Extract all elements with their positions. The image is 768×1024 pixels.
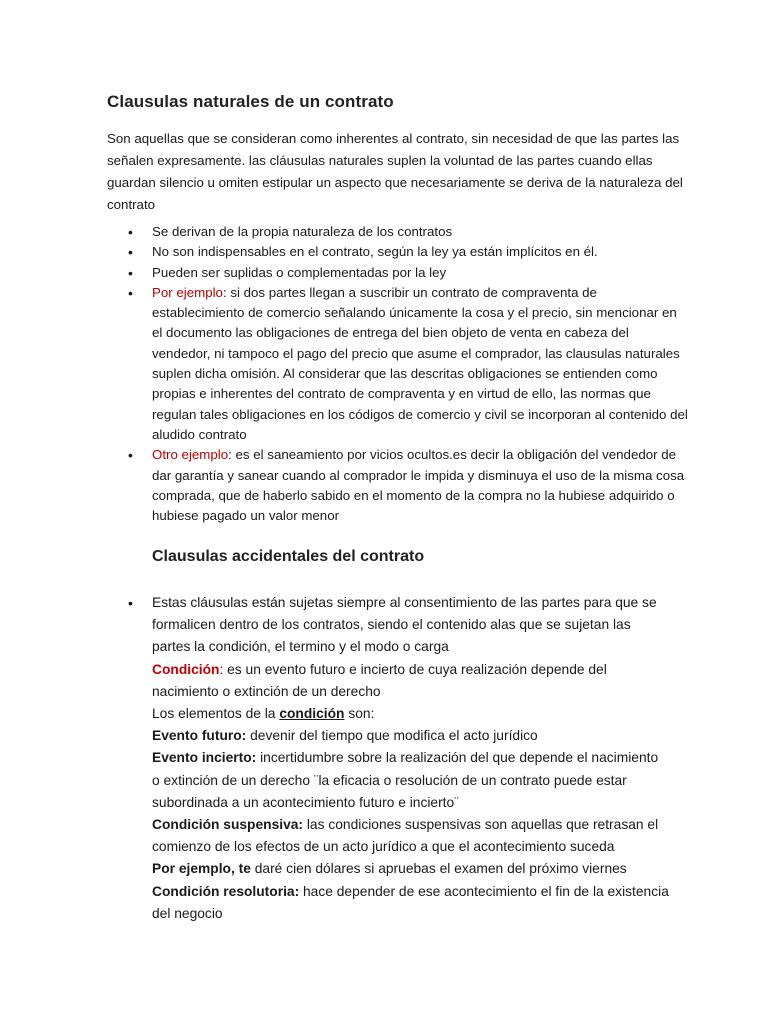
intro-line: señalen expresamente. las cláusulas naturales suplen la voluntad de las partes cuando ellas bbox=[107, 153, 653, 168]
list-item bbox=[0, 242, 768, 262]
list-item-text: dar garantía y sanear cuando al comprador le impida y disminuya el uso de la misma cosa bbox=[152, 467, 685, 483]
bullet-icon: • bbox=[128, 447, 133, 464]
ejemplo-line bbox=[152, 858, 672, 880]
body-line: del negocio bbox=[152, 905, 223, 921]
body-text: incertidumbre sobre la realización del que depende el nacimiento bbox=[256, 750, 659, 766]
bullet-icon: • bbox=[128, 224, 133, 240]
list-item-text: : es el saneamiento por vicios ocultos.es decir la obligación del vendedor de bbox=[228, 447, 677, 463]
list-item bbox=[0, 263, 768, 283]
list-item-text: regulan tales obligaciones en los códigos de comercio y civil se incorporan al contenido del bbox=[152, 406, 688, 422]
condicion-underlined: condición bbox=[279, 706, 345, 722]
list-item bbox=[0, 222, 768, 242]
body-line: o extinción de un derecho ¨la eficacia o resolución de un contrato puede estar bbox=[152, 772, 627, 788]
heading-clausulas-accidentales: Clausulas accidentales del contrato bbox=[152, 548, 425, 565]
list-item-text: aludido contrato bbox=[152, 426, 247, 442]
body-text: : es un evento futuro e incierto de cuya realización depende del bbox=[219, 661, 607, 677]
body-line: subordinada a un acontecimiento futuro e incierto¨ bbox=[152, 794, 459, 810]
body-text: son: bbox=[344, 706, 375, 722]
condicion-label: Condición bbox=[152, 661, 220, 677]
list-item-text: No son indispensables en el contrato, según la ley ya están implícitos en él. bbox=[152, 244, 598, 260]
bullet-icon: • bbox=[128, 264, 133, 281]
example-label: Por ejemplo bbox=[152, 284, 223, 300]
bullet-icon: • bbox=[128, 284, 133, 301]
condicion-line bbox=[152, 659, 672, 681]
list-item-first-line bbox=[152, 283, 768, 303]
example-label: Otro ejemplo bbox=[152, 447, 229, 463]
intro-line: Son aquellas que se consideran como inherentes al contrato, sin necesidad de que las partes las bbox=[107, 131, 680, 146]
list-item-text: vendedor, ni tampoco el pago del precio que asume el comprador, las clausulas naturales bbox=[152, 345, 680, 361]
list-item bbox=[0, 445, 768, 526]
bullet-icon: • bbox=[128, 595, 133, 611]
intro-line: contrato bbox=[107, 197, 156, 212]
heading-clausulas-naturales: Clausulas naturales de un contrato bbox=[107, 92, 394, 111]
body-line: nacimiento o extinción de un derecho bbox=[152, 683, 381, 699]
body-text: daré cien dólares si apruebas el examen del próximo viernes bbox=[250, 861, 627, 877]
suspensiva-line bbox=[152, 814, 672, 836]
body-text: Los elementos de la bbox=[152, 706, 280, 722]
list-item-text: el documento las obligaciones de entrega del bien objeto de venta en cabeza del bbox=[152, 325, 629, 341]
term-label: Evento incierto: bbox=[152, 750, 257, 766]
term-label: Condición resolutoria: bbox=[152, 883, 300, 899]
intro-line: guardan silencio u omiten estipular un aspecto que necesariamente se deriva de la naturaleza del bbox=[107, 175, 683, 190]
term-label: Por ejemplo, te bbox=[152, 861, 251, 877]
list-item-text: establecimiento de comercio señalando únicamente la cosa y el precio, sin mencionar en bbox=[152, 305, 677, 321]
body-line: formalicen dentro de los contratos, siendo el contenido alas que se sujetan las bbox=[152, 617, 631, 633]
body-text: devenir del tiempo que modifica el acto jurídico bbox=[246, 728, 538, 744]
list-item bbox=[0, 283, 768, 445]
list-item-text: comprada, que de haberlo sabido en el momento de la compra no la hubiese adquirido o bbox=[152, 487, 675, 503]
evento-incierto-line bbox=[152, 747, 672, 769]
term-label: Condición suspensiva: bbox=[152, 817, 304, 833]
list-item-text: hubiese pagado un valor menor bbox=[152, 508, 340, 524]
body-text: hace depender de ese acontecimiento el fin de la existencia bbox=[299, 883, 669, 899]
body-line: partes la condición, el termino y el modo o carga bbox=[152, 639, 449, 655]
bullet-list-naturales bbox=[0, 222, 768, 526]
body-text: las condiciones suspensivas son aquellas que retrasan el bbox=[303, 817, 659, 833]
list-item-text: : si dos partes llegan a suscribir un contrato de compraventa de bbox=[222, 284, 597, 300]
resolutoria-line bbox=[152, 881, 672, 903]
body-line: Estas cláusulas están sujetas siempre al consentimiento de las partes para que se bbox=[152, 595, 657, 610]
term-label: Evento futuro: bbox=[152, 728, 247, 744]
intro-paragraph bbox=[107, 128, 683, 216]
evento-futuro-line bbox=[152, 725, 672, 747]
bullet-icon: • bbox=[128, 244, 133, 261]
list-item-text: Pueden ser suplidas o complementadas por la ley bbox=[152, 264, 447, 280]
list-item-text: suplen dicha omisión. Al considerar que las descritas obligaciones se entienden como bbox=[152, 366, 658, 382]
list-item-text: Se derivan de la propia naturaleza de los contratos bbox=[152, 224, 453, 239]
list-item-text: propias e inherentes del contrato de compraventa y en virtud de ello, las normas que bbox=[152, 386, 651, 402]
list-item-first-line bbox=[152, 445, 768, 465]
section-accidentales-body bbox=[152, 592, 672, 925]
body-line: comienzo de los efectos de un acto jurídico a que el acontecimiento suceda bbox=[152, 839, 615, 855]
elementos-line bbox=[152, 703, 672, 725]
